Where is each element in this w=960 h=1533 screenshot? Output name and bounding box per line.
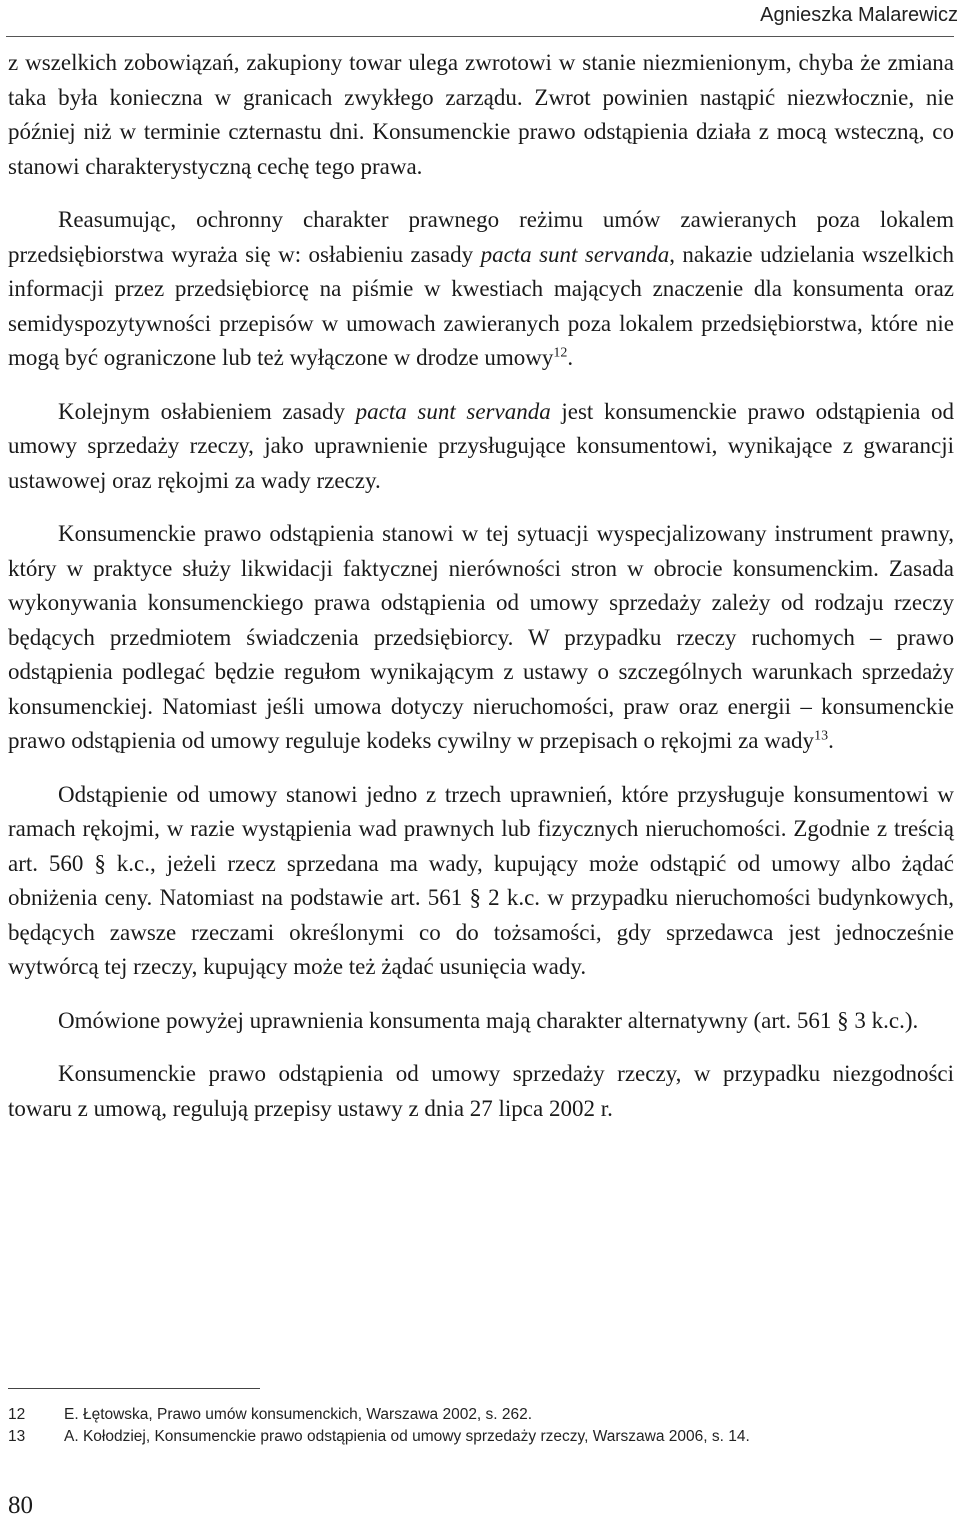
paragraph-1: z wszelkich zobowiązań, zakupiony towar ulega zwrotowi w stanie niezmienionym, chyba że zmiana taka była konieczna w granicach zwykłego zarządu. Zwrot powinien nastąpić niezwłocznie, nie później niż w terminie czternastu dni. Konsumenckie prawo odstąpienia działa z mocą wsteczną, co stanowi charakterystyczną cechę tego prawa. [8,50,954,179]
footnote-12 [8,1404,954,1426]
paragraph-3-text-b: jest konsumenckie prawo odstąpienia od umowy sprzedaży rzeczy, jako uprawnienie przysługujące konsumentowi, wynikające z gwarancji ustawowej oraz rękojmi za wady rzeczy. [8,398,954,493]
paragraph-2-latin-phrase: pacta sunt servanda [480,241,670,267]
page-number: 80 [8,1492,33,1519]
footnote-ref-13: 13 [814,728,829,744]
paragraph-3-latin-phrase: pacta sunt servanda [355,398,551,424]
footnote-rule [8,1388,260,1389]
footnote-text: A. Kołodziej, Konsumenckie prawo odstąpienia od umowy sprzedaży rzeczy, Warszawa 2006, s. 14. [64,1428,750,1445]
paragraph-3 [8,395,954,499]
paragraph-4-text: Konsumenckie prawo odstąpienia stanowi w tej sytuacji wyspecjalizowany instrument prawny, który w praktyce służy likwidacji faktycznej nierówności stron w obrocie konsumenckim. Zasada wykonywania konsumenckiego prawa odstąpienia od umowy sprzedaży zależy od rodzaju rzeczy będących przedmiotem świadczenia przedsiębiorcy. W przypadku rzeczy ruchomych – prawo odstąpienia podlegać będzie regułom wynikającym z ustawy o szczególnych warunkach sprzedaży konsumenckiej. Natomiast jeśli umowa dotyczy nieruchomości, praw oraz energii – konsumenckie prawo odstąpienia od umowy reguluje kodeks cywilny w przepisach o rękojmi za wady [8,521,954,753]
footnote-number: 13 [8,1428,26,1445]
paragraph-4-end: . [828,728,834,753]
footnote-ref-12: 12 [553,345,568,361]
paragraph-5: Odstąpienie od umowy stanowi jedno z trzech uprawnień, które przysługuje konsumentowi w ramach rękojmi, w razie wystąpienia wad prawnych lub fizycznych nieruchomości. Zgodnie z treścią art. 560 § k.c., jeżeli rzecz sprzedana ma wady, kupujący może odstąpić od umowy albo żądać obniżenia ceny. Natomiast na podstawie art. 561 § 2 k.c. w przypadku nieruchomości budynkowych, będących zawsze rzeczami określonymi co do tożsamości, gdy sprzedawca jest jednocześnie wytwórcą tej rzeczy, kupujący może też żądać usunięcia wady. [8,781,954,979]
paragraph-7: Konsumenckie prawo odstąpienia od umowy sprzedaży rzeczy, w przypadku niezgodności towaru z umową, regulują przepisy ustawy z dnia 27 lipca 2002 r. [8,1061,954,1121]
paragraph-6: Omówione powyżej uprawnienia konsumenta mają charakter alternatywny (art. 561 § 3 k.c.). [58,1007,919,1033]
paragraph-3-text-a: Kolejnym osłabieniem zasady [58,398,356,424]
paragraph-2-text-a: Reasumując, ochronny charakter prawnego reżimu umów zawieranych poza lokalem przedsiębiorstwa wyraża się w: osłabieniu zasady [8,207,954,267]
paragraph-2 [8,203,954,376]
footnote-text: E. Łętowska, Prawo umów konsumenckich, Warszawa 2002, s. 262. [64,1406,533,1423]
body-text [8,46,954,1145]
paragraph-2-end: . [567,345,574,370]
footnote-number: 12 [8,1406,26,1423]
paragraph-2-text-b: , nakazie udzielania wszelkich informacji przez przedsiębiorcę na piśmie w kwestiach mających znaczenie dla konsumenta oraz semidyspozytywności przepisów w umowach zawieranych poza lokalem przedsiębiorstwa, które nie mogą być ograniczone lub też wyłączone w drodze umowy [8,241,954,370]
running-header-author: Agnieszka Malarewicz [760,4,958,26]
footnotes [8,1404,954,1448]
footnote-13 [8,1426,954,1448]
header-rule [6,36,954,37]
paragraph-4 [8,517,954,759]
